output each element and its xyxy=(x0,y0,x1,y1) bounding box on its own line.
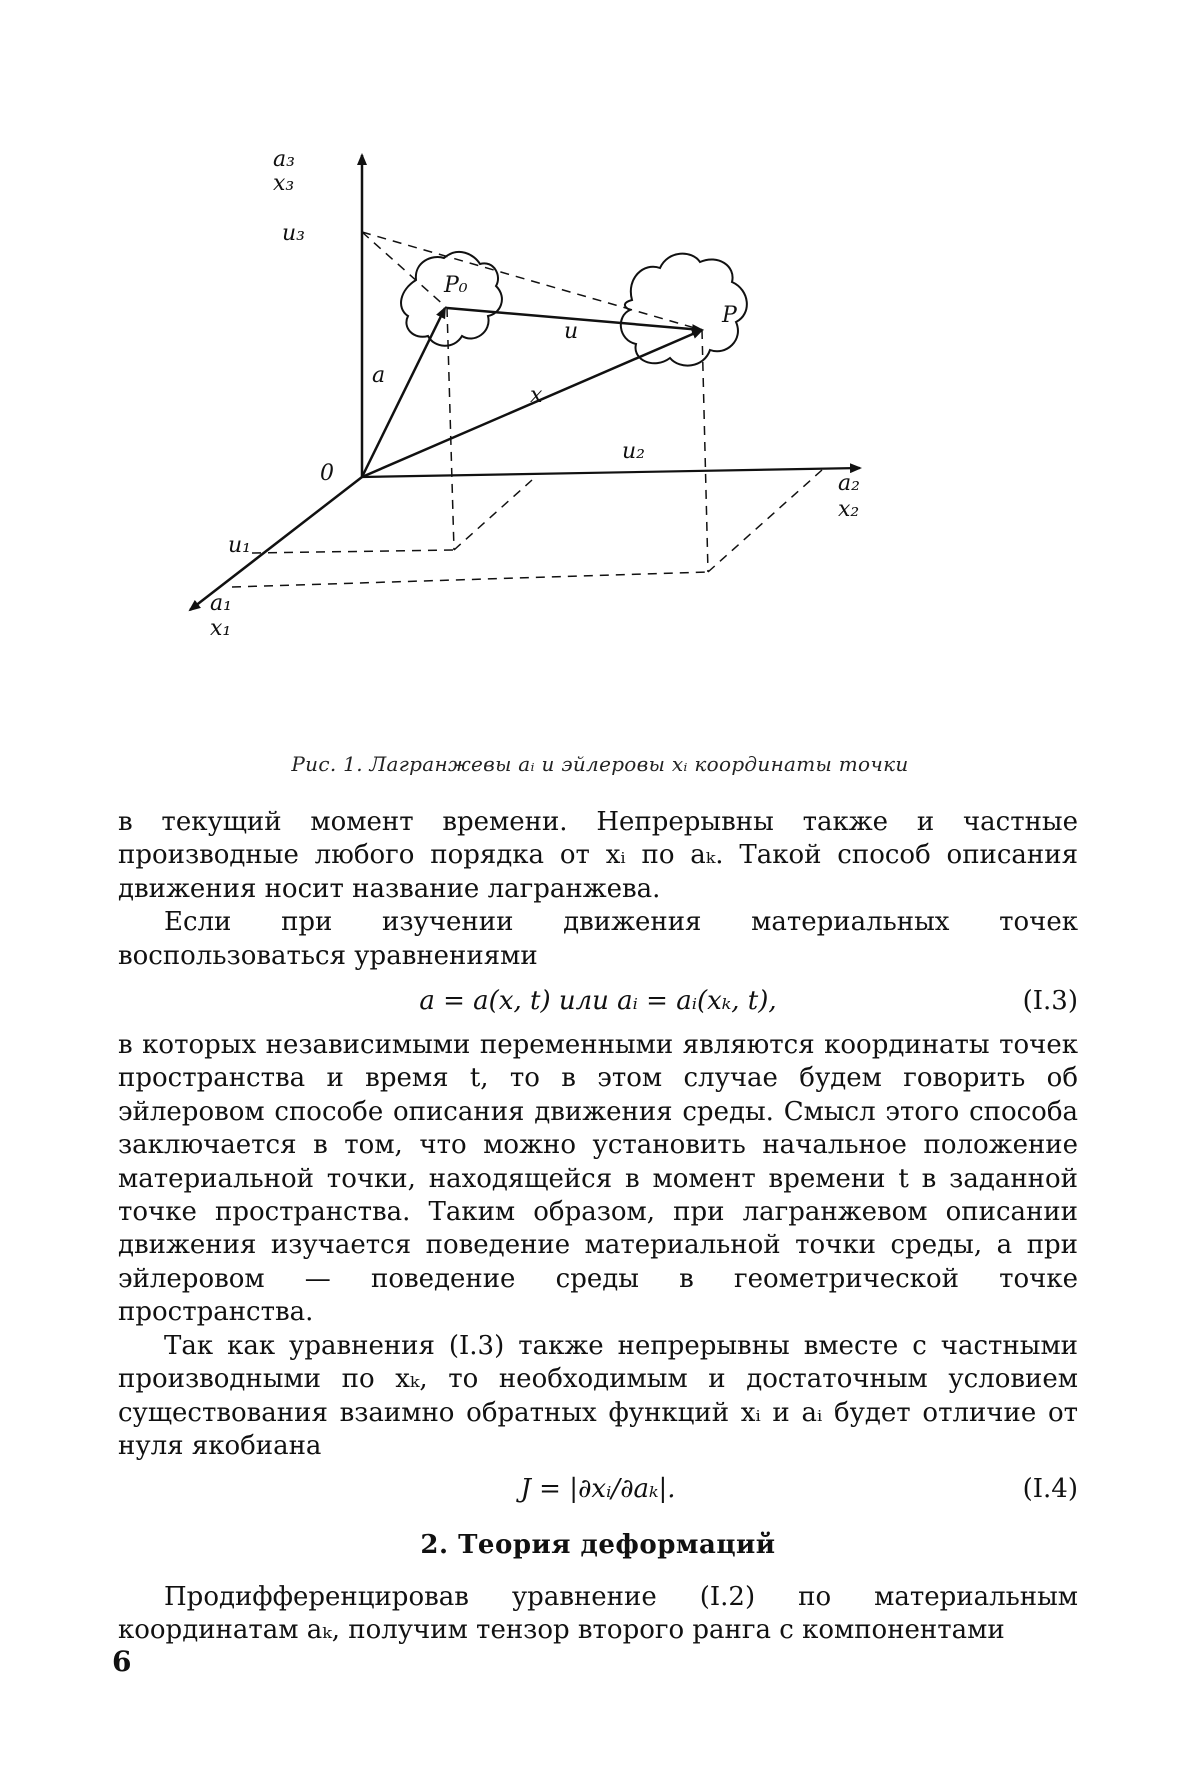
label-x: x xyxy=(530,383,543,408)
page-number: 6 xyxy=(112,1645,132,1678)
coordinate-diagram xyxy=(170,150,1030,750)
equation-number: (I.3) xyxy=(1022,986,1078,1017)
body-text xyxy=(118,806,1078,1648)
label-u: u xyxy=(564,319,579,344)
paragraph: Продифференцировав уравнение (I.2) по материальным координатам aₖ, получим тензор второго ранга с компонентами xyxy=(118,1581,1078,1646)
axis-a2 xyxy=(362,468,860,477)
paragraph: Если при изучении движения материальных точек воспользоваться уравнениями xyxy=(118,907,1078,971)
label-p: P xyxy=(722,303,737,328)
body-initial-p0 xyxy=(401,252,502,346)
label-a2: a₂ xyxy=(838,471,860,496)
label-a1: a₁ xyxy=(210,591,232,616)
section-heading: 2. Теория деформаций xyxy=(420,1530,776,1561)
figure-caption xyxy=(120,752,1080,776)
paragraph: Так как уравнения (I.3) также непрерывны вместе с частными производными по xₖ, то необходимым и достаточным условием существования взаимно обратных функций xᵢ и aᵢ будет отличие от нуля якобиана xyxy=(118,1330,1078,1461)
label-u3: u₃ xyxy=(282,221,305,246)
equation-body: a = a(x, t) или aᵢ = aᵢ(xₖ, t), xyxy=(419,986,777,1017)
projection-lines xyxy=(232,232,822,587)
label-p0: P₀ xyxy=(444,273,468,298)
label-a: a xyxy=(372,363,386,388)
label-x2: x₂ xyxy=(838,497,860,522)
vector-a xyxy=(362,308,445,477)
label-u2: u₂ xyxy=(622,439,645,464)
equation-body: J = |∂xᵢ/∂aₖ|. xyxy=(520,1474,676,1505)
label-u1: u₁ xyxy=(228,533,251,558)
equation-number: (I.4) xyxy=(1022,1474,1078,1505)
label-a3: a₃ xyxy=(273,150,295,172)
paragraph: в которых независимыми переменными являются координаты точек пространства и время t, то в этом случае будем говорить об эйлеровом способе описания движения среды. Смысл этого способа заключается в том, что можно установить начальное положение материальной точки, находящейся в момент времени t в заданной точке пространства. Таким образом, при лагранжевом описании движения изучается поведение материальной точки среды, а при эйлеровом — поведение среды в геометрической точке пространства. xyxy=(118,1030,1078,1328)
paragraph: в текущий момент времени. Непрерывны также и частные производные любого порядка от xᵢ по aₖ. Такой способ описания движения носит название лагранжева. xyxy=(118,807,1078,904)
caption-number: Рис. 1. xyxy=(291,752,363,776)
label-origin: 0 xyxy=(320,461,334,486)
label-x3: x₃ xyxy=(273,171,295,196)
caption-text: Лагранжевы aᵢ и эйлеровы xᵢ координаты точки xyxy=(369,752,909,776)
figure-coordinates xyxy=(170,150,1030,750)
label-x1: x₁ xyxy=(210,616,232,641)
equation-1-4 xyxy=(118,1463,1078,1515)
equation-1-3 xyxy=(118,973,1078,1029)
